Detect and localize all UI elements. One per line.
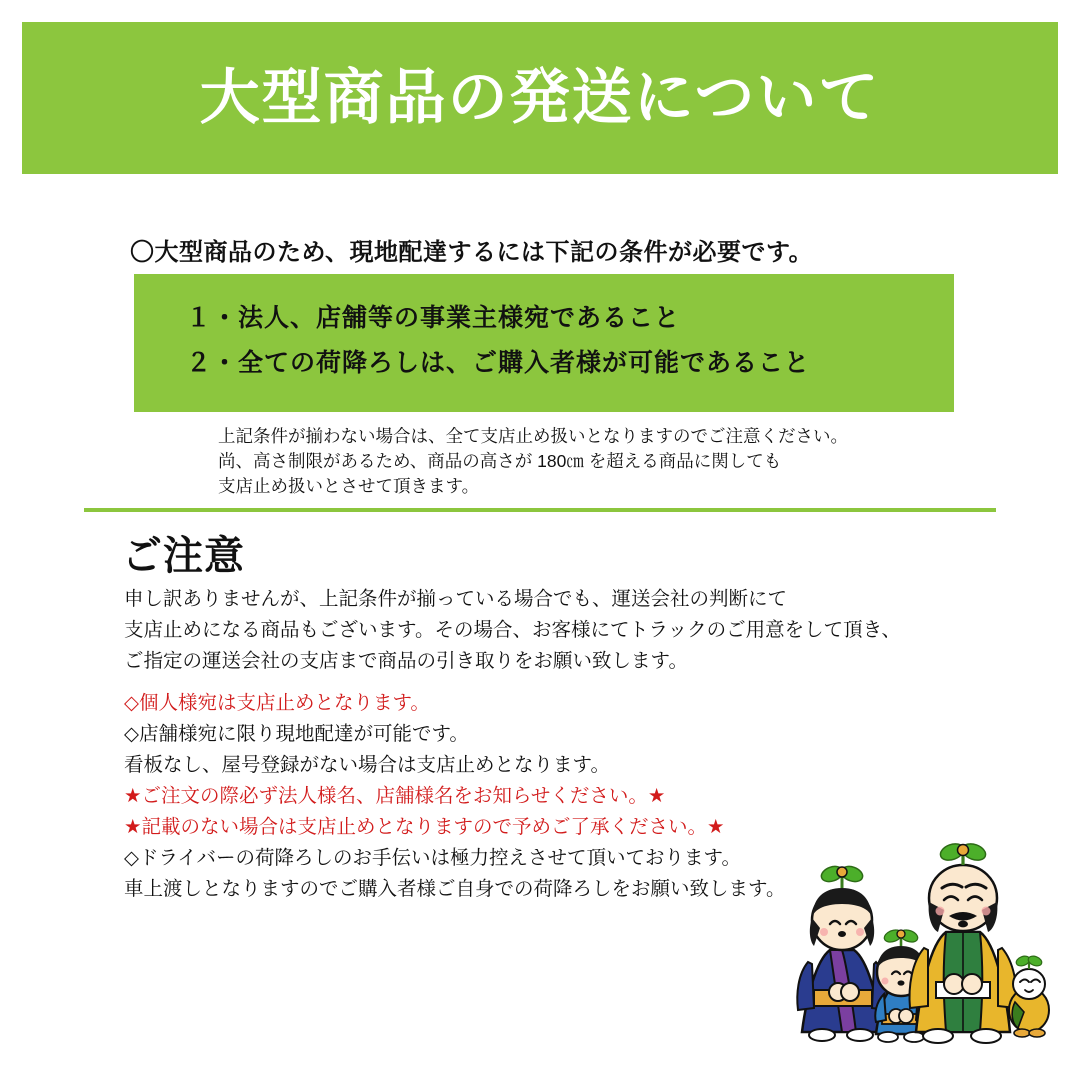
caution-bullet: 車上渡しとなりますのでご購入者様ご自身での荷降ろしをお願い致します。 xyxy=(124,878,786,900)
conditions-box xyxy=(134,274,954,412)
conditions-notes xyxy=(218,424,1008,499)
condition-item-1: １・法人、店舗等の事業主様宛であること xyxy=(186,304,681,332)
conditions-note-line: 尚、高さ制限があるため、商品の高さが 180㎝ を超える商品に関しても xyxy=(218,451,782,471)
caution-intro-line: ご指定の運送会社の支店まで商品の引き取りをお願い致します。 xyxy=(124,650,688,672)
mascot-father-icon xyxy=(910,841,1017,1043)
header-banner xyxy=(22,22,1058,174)
caution-bullet: ★ご注文の際必ず法人様名、店舗様名をお知らせください。★ xyxy=(124,785,666,807)
mascot-family-illustration xyxy=(786,832,1054,1060)
mascot-bird-icon xyxy=(1009,954,1049,1037)
caution-bullet: ◇店舗様宛に限り現地配達が可能です。 xyxy=(124,723,469,745)
page-title: 大型商品の発送について xyxy=(199,64,881,131)
caution-bullet: ◇個人様宛は支店止めとなります。 xyxy=(124,692,430,714)
caution-title: ご注意 xyxy=(122,534,245,578)
section-divider xyxy=(84,508,996,512)
conditions-heading: 〇大型商品のため、現地配達するには下記の条件が必要です。 xyxy=(130,239,814,266)
caution-bullet: ◇ドライバーの荷降ろしのお手伝いは極力控えさせて頂いております。 xyxy=(124,847,741,869)
condition-item-2: ２・全ての荷降ろしは、ご購入者様が可能であること xyxy=(186,349,811,377)
conditions-note-line: 上記条件が揃わない場合は、全て支店止め扱いとなりますのでご注意ください。 xyxy=(218,426,848,446)
caution-intro-line: 支店止めになる商品もございます。その場合、お客様にてトラックのご用意をして頂き、 xyxy=(124,619,901,641)
caution-bullet: ★記載のない場合は支店止めとなりますので予めご了承ください。★ xyxy=(124,816,725,838)
mascot-mother-icon xyxy=(797,864,886,1041)
caution-intro-line: 申し訳ありませんが、上記条件が揃っている場合でも、運送会社の判断にて xyxy=(124,588,788,610)
conditions-note-line: 支店止め扱いとさせて頂きます。 xyxy=(218,476,480,496)
caution-bullet: 看板なし、屋号登録がない場合は支店止めとなります。 xyxy=(124,754,610,776)
